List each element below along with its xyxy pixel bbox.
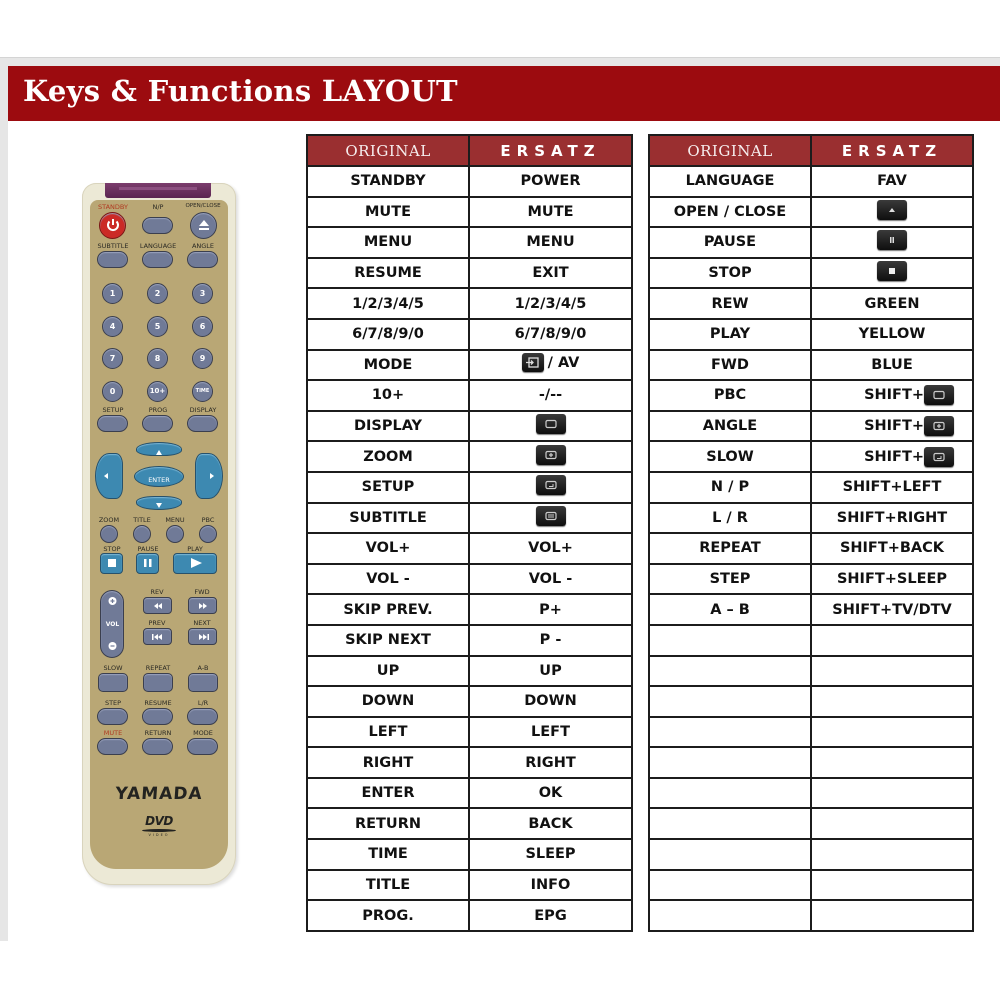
cell-ersatz: UP [469,656,632,687]
cell-original: LANGUAGE [649,166,811,197]
cell-ersatz: VOL - [469,564,632,595]
table-row [649,717,973,748]
cell-ersatz: INFO [469,870,632,901]
cell-ersatz [469,411,632,442]
cell-original: 10+ [307,380,469,411]
cell-original [649,717,811,748]
column-header-original: ORIGINAL [649,135,811,166]
table-row [649,564,973,595]
mute-button [97,738,128,755]
return-button [142,738,173,755]
digit-3-button: 3 [192,283,213,304]
menu-button [166,525,184,543]
rewind-icon [145,599,171,613]
svg-text:VOL: VOL [105,621,119,628]
ersatz-key-combo [536,506,566,526]
angle-button [187,251,218,268]
display-button [187,415,218,432]
display-key-icon [536,414,566,434]
pbc-button [199,525,217,543]
ersatz-text: SHIFT+ [864,448,924,465]
cell-original: PROG. [307,900,469,931]
cell-original: L / R [649,503,811,534]
skip-previous-icon [145,630,171,644]
cell-ersatz: SHIFT+SLEEP [811,564,973,595]
key-mapping-table-left [306,134,633,932]
left-arrow-icon [96,454,122,498]
ersatz-key-combo [522,353,580,372]
setup-key-icon [924,447,954,467]
prev-button [143,628,172,645]
label-angle: ANGLE [191,242,215,250]
nav-up-button [136,442,182,456]
cell-ersatz: SHIFT+LEFT [811,472,973,503]
slow-button [98,673,128,692]
ersatz-key-combo [536,475,566,495]
cell-ersatz [469,350,632,381]
table-row [307,594,632,625]
label-subtitle: SUBTITLE [97,242,129,250]
cell-original: REPEAT [649,533,811,564]
label-next: NEXT [193,619,211,627]
cell-original: MODE [307,350,469,381]
cell-ersatz: SHIFT+TV/DTV [811,594,973,625]
cell-original: SUBTITLE [307,503,469,534]
cell-original: 6/7/8/9/0 [307,319,469,350]
label-rev: REV [150,588,164,596]
cell-original: RESUME [307,258,469,289]
table-row [649,870,973,901]
ersatz-key-combo [536,414,566,434]
table-row [649,258,973,289]
step-button [97,708,128,725]
cell-original: VOL+ [307,533,469,564]
cell-ersatz: BACK [469,808,632,839]
table-row [649,900,973,931]
nav-down-button [136,496,182,510]
cell-ersatz: MENU [469,227,632,258]
cell-ersatz [811,747,973,778]
table-row [649,441,973,472]
table-row [649,808,973,839]
cell-original: STOP [649,258,811,289]
cell-original: PAUSE [649,227,811,258]
cell-ersatz: 6/7/8/9/0 [469,319,632,350]
table-row [307,747,632,778]
cell-ersatz: FAV [811,166,973,197]
np-button [142,217,173,234]
label-slow: SLOW [103,664,123,672]
cell-ersatz [811,380,973,411]
cell-ersatz [469,503,632,534]
cell-ersatz: VOL+ [469,533,632,564]
label-display: DISPLAY [189,406,217,414]
dvd-video-label: VIDEO [148,833,170,837]
resume-button [142,708,173,725]
table-row [307,656,632,687]
cell-ersatz [469,441,632,472]
label-step: STEP [104,699,122,707]
table-row [649,227,973,258]
cell-original: TITLE [307,870,469,901]
table-row [649,656,973,687]
cell-original: OPEN / CLOSE [649,197,811,228]
input-source-icon [522,353,544,372]
ersatz-key-combo [864,447,954,467]
table-row [307,411,632,442]
digit-4-button: 4 [102,316,123,337]
table-row [649,472,973,503]
table-row [307,472,632,503]
repeat-button [143,673,173,692]
digit-8-button: 8 [147,348,168,369]
cell-original: STEP [649,564,811,595]
cell-ersatz [811,900,973,931]
label-language: LANGUAGE [139,242,177,250]
table-row [307,717,632,748]
cell-original [649,778,811,809]
table-row [649,778,973,809]
zoom-key-icon [924,416,954,436]
cell-ersatz: BLUE [811,350,973,381]
ten-plus-button: 10+ [147,381,168,402]
table-row [649,625,973,656]
stop-button [100,553,123,574]
table-row [649,747,973,778]
digit-1-button: 1 [102,283,123,304]
cell-original: REW [649,288,811,319]
cell-ersatz: -/-- [469,380,632,411]
cell-ersatz: SHIFT+BACK [811,533,973,564]
cell-original [649,656,811,687]
table-row [307,441,632,472]
cell-original: FWD [649,350,811,381]
table-row [307,686,632,717]
label-repeat: REPEAT [145,664,171,672]
subtitle-button [97,251,128,268]
nav-right-button [195,453,223,499]
cell-original [649,747,811,778]
remote-control-image [82,183,236,885]
cell-original: DISPLAY [307,411,469,442]
table-row [307,350,632,381]
display-key-icon [924,385,954,405]
table-row [649,288,973,319]
table-header-row [649,135,973,166]
cell-original: RIGHT [307,747,469,778]
zoom-key-icon [536,445,566,465]
cell-original: ZOOM [307,441,469,472]
label-ab: A-B [197,664,209,672]
cell-original: SKIP PREV. [307,594,469,625]
cell-ersatz [811,258,973,289]
cell-original: TIME [307,839,469,870]
down-arrow-icon [137,500,181,512]
pause-button [136,553,159,574]
ersatz-key-combo [877,230,907,250]
label-prog: PROG [148,406,168,414]
ersatz-key-combo [877,200,907,220]
cell-ersatz: OK [469,778,632,809]
ersatz-key-combo [864,385,954,405]
table-row [307,808,632,839]
title-button [133,525,151,543]
cell-ersatz [811,686,973,717]
table-row [649,350,973,381]
label-standby: STANDBY [98,203,128,211]
cell-original: STANDBY [307,166,469,197]
cell-ersatz: P - [469,625,632,656]
cell-original [649,686,811,717]
column-header-original: ORIGINAL [307,135,469,166]
digit-6-button: 6 [192,316,213,337]
cell-original: PLAY [649,319,811,350]
enter-label: ENTER [148,476,170,484]
table-row [307,564,632,595]
label-lr: L/R [197,699,209,707]
cell-ersatz [811,197,973,228]
table-row [649,197,973,228]
cell-ersatz: EPG [469,900,632,931]
power-icon [101,213,125,237]
cell-original: A – B [649,594,811,625]
cell-original: RETURN [307,808,469,839]
page-title: Keys & Functions LAYOUT [23,74,458,108]
setup-key-icon [536,475,566,495]
digit-0-button: 0 [102,381,123,402]
label-zoom: ZOOM [98,516,120,524]
subtitle-key-icon [536,506,566,526]
cell-original: MENU [307,227,469,258]
pause-key-icon [877,230,907,250]
digit-5-button: 5 [147,316,168,337]
table-row [307,166,632,197]
ersatz-text: SHIFT+ [864,387,924,404]
dvd-disc-icon [142,829,176,832]
cell-original: SETUP [307,472,469,503]
cell-ersatz [811,227,973,258]
dvd-logo: DVD [145,814,173,828]
zoom-button [100,525,118,543]
lr-button [187,708,218,725]
table-row [649,839,973,870]
label-mute: MUTE [103,729,123,737]
skip-next-icon [190,630,216,644]
table-row [649,533,973,564]
up-arrow-icon [137,446,181,458]
ersatz-text: SHIFT+ [864,418,924,435]
digit-7-button: 7 [102,348,123,369]
digit-2-button: 2 [147,283,168,304]
cell-original [649,625,811,656]
stop-icon [102,554,122,572]
label-play: PLAY [187,545,203,553]
ersatz-text: / AV [547,354,580,371]
stop-key-icon [877,261,907,281]
cell-original: UP [307,656,469,687]
rev-button [143,597,172,614]
next-button [188,628,217,645]
ersatz-key-combo [877,261,907,281]
cell-ersatz [469,472,632,503]
fast-forward-icon [190,599,216,613]
cell-original: ANGLE [649,411,811,442]
table-row [307,839,632,870]
table-row [307,533,632,564]
cell-original: VOL - [307,564,469,595]
cell-ersatz: 1/2/3/4/5 [469,288,632,319]
play-button [173,553,217,574]
eject-key-icon [877,200,907,220]
cell-ersatz: DOWN [469,686,632,717]
table-row [649,686,973,717]
label-pbc: PBC [201,516,215,524]
pause-icon [138,554,158,572]
cell-ersatz: SLEEP [469,839,632,870]
table-row [649,380,973,411]
label-open-close: OPEN/CLOSE [185,203,221,209]
volume-rocker [100,590,124,658]
cell-ersatz: YELLOW [811,319,973,350]
label-setup: SETUP [102,406,124,414]
ir-window [105,183,211,198]
table-row [307,870,632,901]
cell-ersatz: POWER [469,166,632,197]
label-pause: PAUSE [137,545,159,553]
cell-original: 1/2/3/4/5 [307,288,469,319]
table-row [649,594,973,625]
table-header-row [307,135,632,166]
language-button [142,251,173,268]
cell-ersatz: RIGHT [469,747,632,778]
cell-original: DOWN [307,686,469,717]
table-row [307,503,632,534]
table-row [649,411,973,442]
eject-icon [192,213,216,237]
cell-original: MUTE [307,197,469,228]
column-header-ersatz: ERSATZ [469,135,632,166]
digit-9-button: 9 [192,348,213,369]
label-stop: STOP [103,545,121,553]
cell-ersatz [811,441,973,472]
table-row [307,197,632,228]
table-row [307,319,632,350]
cell-original [649,808,811,839]
cell-ersatz [811,808,973,839]
table-row [307,380,632,411]
cell-ersatz: EXIT [469,258,632,289]
ersatz-key-combo [536,445,566,465]
fwd-button [188,597,217,614]
label-fwd: FWD [194,588,210,596]
cell-original [649,900,811,931]
enter-button [134,466,184,487]
cell-original [649,870,811,901]
cell-ersatz [811,870,973,901]
cell-ersatz: LEFT [469,717,632,748]
table-row [307,900,632,931]
cell-original: LEFT [307,717,469,748]
cell-original: ENTER [307,778,469,809]
cell-original [649,839,811,870]
table-row [307,625,632,656]
label-menu: MENU [165,516,185,524]
cell-ersatz: GREEN [811,288,973,319]
ersatz-key-combo [864,416,954,436]
cell-ersatz [811,656,973,687]
table-row [649,503,973,534]
cell-ersatz: SHIFT+RIGHT [811,503,973,534]
setup-button [97,415,128,432]
cell-original: N / P [649,472,811,503]
prog-button [142,415,173,432]
label-prev: PREV [148,619,166,627]
label-title: TITLE [133,516,151,524]
label-return: RETURN [144,729,172,737]
ab-button [188,673,218,692]
volume-icons [102,591,123,656]
cell-original: SKIP NEXT [307,625,469,656]
cell-ersatz [811,839,973,870]
cell-ersatz: P+ [469,594,632,625]
right-arrow-icon [196,454,222,498]
table-row [307,227,632,258]
remote-face [90,200,228,869]
cell-original: SLOW [649,441,811,472]
time-button: TIME [192,381,213,402]
standby-button [99,212,126,239]
label-resume: RESUME [144,699,172,707]
open-close-button [190,212,217,239]
cell-ersatz: MUTE [469,197,632,228]
table-row [649,166,973,197]
play-icon [175,554,216,572]
nav-left-button [95,453,123,499]
label-np: N/P [152,203,164,211]
table-row [307,778,632,809]
cell-original: PBC [649,380,811,411]
table-row [649,319,973,350]
cell-ersatz [811,717,973,748]
column-header-ersatz: ERSATZ [811,135,973,166]
table-row [307,288,632,319]
table-row [307,258,632,289]
cell-ersatz [811,411,973,442]
mode-button [187,738,218,755]
cell-ersatz [811,625,973,656]
key-mapping-table-right [648,134,974,932]
cell-ersatz [811,778,973,809]
label-mode: MODE [193,729,213,737]
brand-logo: YAMADA [114,784,204,804]
header-banner [8,66,1000,121]
